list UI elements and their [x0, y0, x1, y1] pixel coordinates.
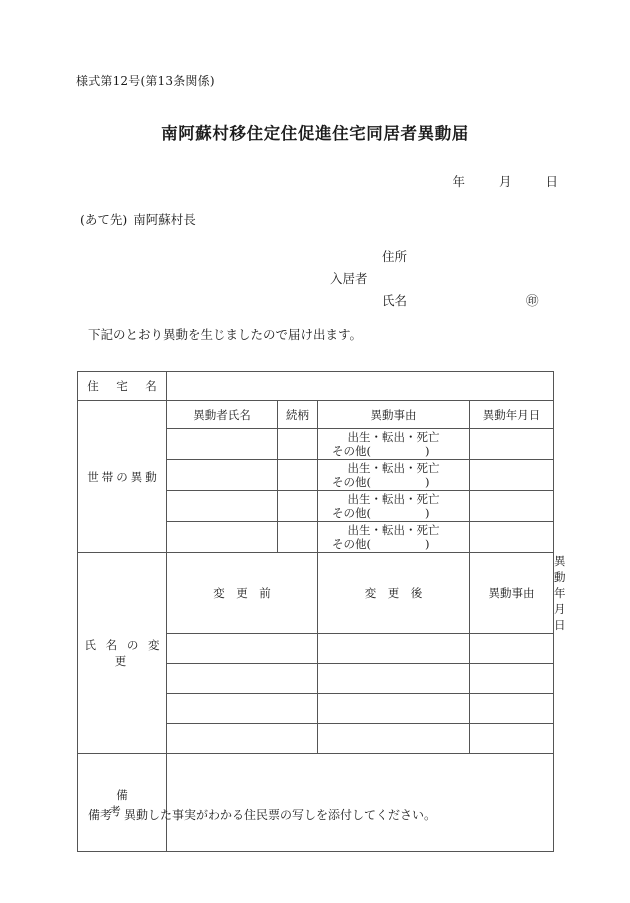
reason-other-field[interactable]	[318, 444, 469, 458]
cell-move-reason[interactable]	[318, 491, 470, 522]
resident-address-row	[330, 246, 580, 268]
resident-group-label: 入居者	[330, 271, 368, 286]
header-name-change-reason: 異動事由	[470, 553, 554, 634]
remarks-value[interactable]	[167, 754, 554, 852]
cell-move-date[interactable]	[470, 429, 554, 460]
header-move-date: 異動年月日	[470, 401, 554, 429]
page-title: 南阿蘇村移住定住促進住宅同居者異動届	[161, 124, 469, 143]
header-name-before: 変 更 前	[167, 553, 318, 634]
form-number: 様式第12号(第13条関係)	[76, 74, 215, 88]
declaration-statement: 下記のとおり異動を生じましたので届け出ます。	[88, 327, 363, 342]
addressee-line	[80, 210, 196, 228]
resident-name-label: 氏名	[382, 293, 408, 308]
resident-name-row	[330, 290, 580, 312]
table-row-household-header	[78, 401, 554, 429]
reason-options-text: 出生・転出・死亡	[347, 429, 440, 444]
cell-name-change-reason[interactable]	[470, 664, 554, 694]
table-row-name-change-header: 氏 名 の 変 更 変 更 前 変 更 後 異動事由 異動年月日	[78, 553, 554, 634]
resident-address-label: 住所	[382, 249, 408, 264]
footer-note-label: 備考	[88, 808, 113, 822]
reason-other-field[interactable]	[318, 475, 469, 489]
name-change-section-label: 氏 名 の 変 更	[78, 553, 167, 754]
remarks-label: 備 考	[78, 754, 167, 852]
date-year-label: 年	[452, 174, 465, 189]
movement-form-table	[77, 371, 566, 852]
header-move-reason: 異動事由	[318, 401, 470, 429]
cell-move-reason[interactable]	[318, 460, 470, 491]
footer-note	[88, 806, 436, 823]
reason-other-suffix: )	[425, 537, 430, 551]
cell-mover-name[interactable]	[167, 429, 278, 460]
reason-other-suffix: )	[425, 475, 430, 489]
housing-name-value[interactable]	[167, 372, 554, 401]
date-line	[0, 172, 630, 190]
cell-name-change-reason[interactable]	[470, 724, 554, 754]
cell-move-reason[interactable]	[318, 522, 470, 553]
date-day-label: 日	[545, 174, 558, 189]
cell-mover-name[interactable]	[167, 491, 278, 522]
cell-name-before[interactable]	[167, 634, 318, 664]
table-row-housing-name	[78, 372, 554, 401]
housing-name-label: 住 宅 名	[78, 372, 167, 401]
cell-name-change-reason[interactable]	[470, 634, 554, 664]
cell-name-after[interactable]	[318, 694, 470, 724]
household-section-label: 世帯の異動	[78, 401, 167, 553]
reason-other-field[interactable]	[318, 506, 469, 520]
cell-relation[interactable]	[278, 491, 318, 522]
reason-options-text: 出生・転出・死亡	[347, 522, 440, 537]
cell-name-after[interactable]	[318, 724, 470, 754]
cell-relation[interactable]	[278, 429, 318, 460]
addressee-prefix: (あて先)	[80, 212, 128, 227]
reason-other-prefix: その他(	[332, 475, 371, 489]
cell-move-date[interactable]	[470, 491, 554, 522]
reason-other-prefix: その他(	[332, 444, 371, 458]
reason-options-text: 出生・転出・死亡	[347, 491, 440, 506]
cell-relation[interactable]	[278, 522, 318, 553]
table-row-remarks	[78, 754, 554, 852]
resident-group-row	[330, 268, 580, 290]
cell-move-date[interactable]	[470, 460, 554, 491]
reason-other-prefix: その他(	[332, 537, 371, 551]
header-mover-name: 異動者氏名	[167, 401, 278, 429]
header-name-after: 変 更 後	[318, 553, 470, 634]
resident-info-block	[330, 246, 580, 312]
seal-stamp-icon: ㊞	[526, 293, 539, 308]
cell-name-before[interactable]	[167, 664, 318, 694]
reason-other-suffix: )	[425, 444, 430, 458]
addressee-target: 南阿蘇村長	[133, 212, 196, 227]
cell-name-after[interactable]	[318, 634, 470, 664]
footer-note-text: 異動した事実がわかる住民票の写しを添付してください。	[124, 808, 437, 822]
cell-mover-name[interactable]	[167, 522, 278, 553]
reason-other-suffix: )	[425, 506, 430, 520]
cell-name-after[interactable]	[318, 664, 470, 694]
cell-relation[interactable]	[278, 460, 318, 491]
cell-mover-name[interactable]	[167, 460, 278, 491]
cell-move-reason[interactable]	[318, 429, 470, 460]
reason-options-text: 出生・転出・死亡	[347, 460, 440, 475]
reason-other-prefix: その他(	[332, 506, 371, 520]
cell-name-before[interactable]	[167, 724, 318, 754]
reason-other-field[interactable]	[318, 537, 469, 551]
cell-move-date[interactable]	[470, 522, 554, 553]
header-relation: 続柄	[278, 401, 318, 429]
cell-name-before[interactable]	[167, 694, 318, 724]
cell-name-change-reason[interactable]	[470, 694, 554, 724]
date-month-label: 月	[498, 174, 512, 189]
